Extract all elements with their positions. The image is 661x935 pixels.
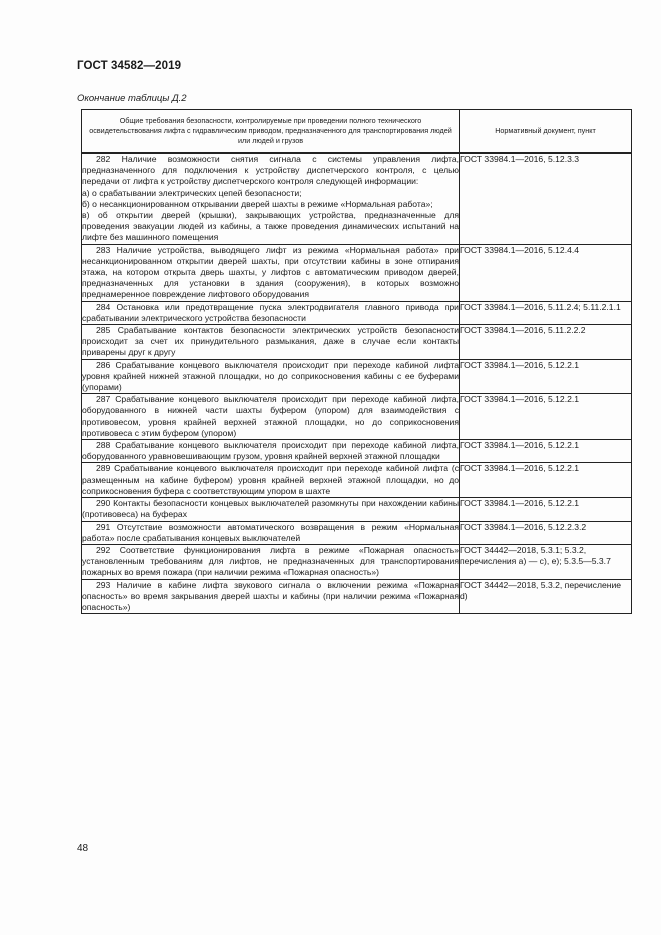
reference-cell: ГОСТ 34442—2018, 5.3.1; 5.3.2, перечисления a) — c), e); 5.3.5—5.3.7 (460, 544, 632, 579)
standard-title: ГОСТ 34582—2019 (77, 60, 182, 72)
requirement-text: 283 Наличие устройства, выводящего лифт из режима «Нормальная работа» при несанкционированном открытии дверей шахты, при отсутствии кабины в зоне отпирания этажа, на котором открыта дверь шахты, у лифтов с автоматическим приводом дверей, предназначенных для установки в здания (сооружения), в которых возможно преднамеренное повреждение лифтового оборудования (82, 244, 459, 300)
table-row (82, 244, 632, 301)
requirement-text: 285 Срабатывание контактов безопасности электрических устройств безопасности происходит за счет их принудительного размыкания, даже в случае если контакты приварены друг к другу (82, 325, 459, 358)
requirement-text: 288 Срабатывание концевого выключателя происходит при переходе кабиной лифта, оборудованного уравновешивающим грузом, уровня крайней верхней этажной площадки (82, 440, 459, 462)
reference-cell: ГОСТ 33984.1—2016, 5.12.2.3.2 (460, 521, 632, 544)
requirement-text: 293 Наличие в кабине лифта звукового сигнала о включении режима «Пожарная опасность» во время закрывания дверей шахты и кабины (при наличии режима «Пожарная опасность») (82, 579, 459, 612)
table-row (82, 440, 632, 463)
requirement-text: 286 Срабатывание концевого выключателя происходит при переходе кабиной лифта уровня крайней нижней этажной площадки, но до соприкосновения кабины с ее буферами (упорами) (82, 359, 459, 393)
requirement-cell (82, 521, 460, 544)
table-row (82, 359, 632, 394)
table-row (82, 325, 632, 360)
table-row (82, 521, 632, 544)
requirement-text: 291 Отсутствие возможности автоматического возвращения в режим «Нормальная работа» после срабатывания концевых выключателей (82, 521, 459, 543)
reference-cell: ГОСТ 34442—2018, 5.3.2, перечисление d) (460, 579, 632, 614)
requirements-table (81, 109, 632, 614)
requirement-text: 284 Остановка или предотвращение пуска электродвигателя главного привода при срабатывании электрического устройства безопасности (82, 301, 459, 323)
requirement-cell (82, 394, 460, 440)
reference-cell: ГОСТ 33984.1—2016, 5.12.3.3 (460, 153, 632, 244)
table-row (82, 544, 632, 579)
reference-cell: ГОСТ 33984.1—2016, 5.11.2.4; 5.11.2.1.1 (460, 301, 632, 324)
table-row (82, 579, 632, 614)
requirement-text: 289 Срабатывание концевого выключателя происходит при переходе кабиной лифта (с размещенным на кабине буфером) уровня крайней верхней этажной площадки, но до соприкосновения буфера с соответствующим упором в шахте (82, 463, 459, 496)
table-row (82, 394, 632, 440)
requirement-subitem: а) о срабатывании электрических цепей безопасности; (82, 187, 302, 198)
requirement-cell (82, 544, 460, 579)
requirement-text: 287 Срабатывание концевого выключателя происходит при переходе кабиной лифта, оборудованного в нижней части шахты буфером (упором) для взаимодействия с противовесом, уровня крайней верхней этажной площадки, но до соприкосновения противовеса с этим буфером (упором) (82, 394, 459, 438)
table-row (82, 153, 632, 244)
reference-cell: ГОСТ 33984.1—2016, 5.12.2.1 (460, 498, 632, 521)
requirement-subitem: б) о несанкционированном открывании дверей шахты в режиме «Нормальная работа»; (82, 198, 433, 209)
requirement-cell (82, 579, 460, 614)
table-row (82, 498, 632, 521)
reference-cell: ГОСТ 33984.1—2016, 5.12.2.1 (460, 359, 632, 394)
requirement-text: 282 Наличие возможности снятия сигнала с системы управления лифта, предназначенного для подключения к устройству диспетчерского контроля, с целью передачи от лифта к устройству диспетчерского контроля следующей информации: (82, 154, 459, 187)
table-body (82, 153, 632, 614)
requirement-subitem: в) об открытии дверей (крышки), закрывающих устройства, предназначенные для проведения эвакуации людей из кабины, а также проведения динамических испытаний на лифте без машинного помещения (82, 210, 459, 243)
requirement-cell (82, 440, 460, 463)
reference-cell: ГОСТ 33984.1—2016, 5.12.4.4 (460, 244, 632, 301)
requirement-text: 290 Контакты безопасности концевых выключателей разомкнуты при нахождении кабины (противовеса) на буферах (82, 498, 459, 520)
reference-cell: ГОСТ 33984.1—2016, 5.12.2.1 (460, 440, 632, 463)
reference-cell: ГОСТ 33984.1—2016, 5.12.2.1 (460, 463, 632, 498)
table-row (82, 463, 632, 498)
requirement-cell (82, 153, 460, 244)
table-caption: Окончание таблицы Д.2 (77, 93, 187, 104)
requirement-cell (82, 325, 460, 360)
table-row (82, 301, 632, 324)
column-header-reference: Нормативный документ, пункт (460, 110, 632, 154)
requirement-cell (82, 463, 460, 498)
table-header-row (82, 110, 632, 154)
page-number: 48 (77, 843, 89, 854)
requirement-cell (82, 498, 460, 521)
requirement-cell (82, 301, 460, 324)
reference-cell: ГОСТ 33984.1—2016, 5.12.2.1 (460, 394, 632, 440)
requirement-text: 292 Соответствие функционирования лифта в режиме «Пожарная опасность» установленным требованиям для лифтов, не предназначенных для транспортирования пожарных во время пожара (при наличии режима «Пожарная опасность») (82, 544, 459, 578)
requirement-cell (82, 244, 460, 301)
requirement-cell (82, 359, 460, 394)
column-header-requirements: Общие требования безопасности, контролируемые при проведении полного технического освидетельствования лифта с гидравлическим приводом, предназначенного для транспортирования людей или людей и грузов (82, 110, 460, 154)
reference-cell: ГОСТ 33984.1—2016, 5.11.2.2.2 (460, 325, 632, 360)
